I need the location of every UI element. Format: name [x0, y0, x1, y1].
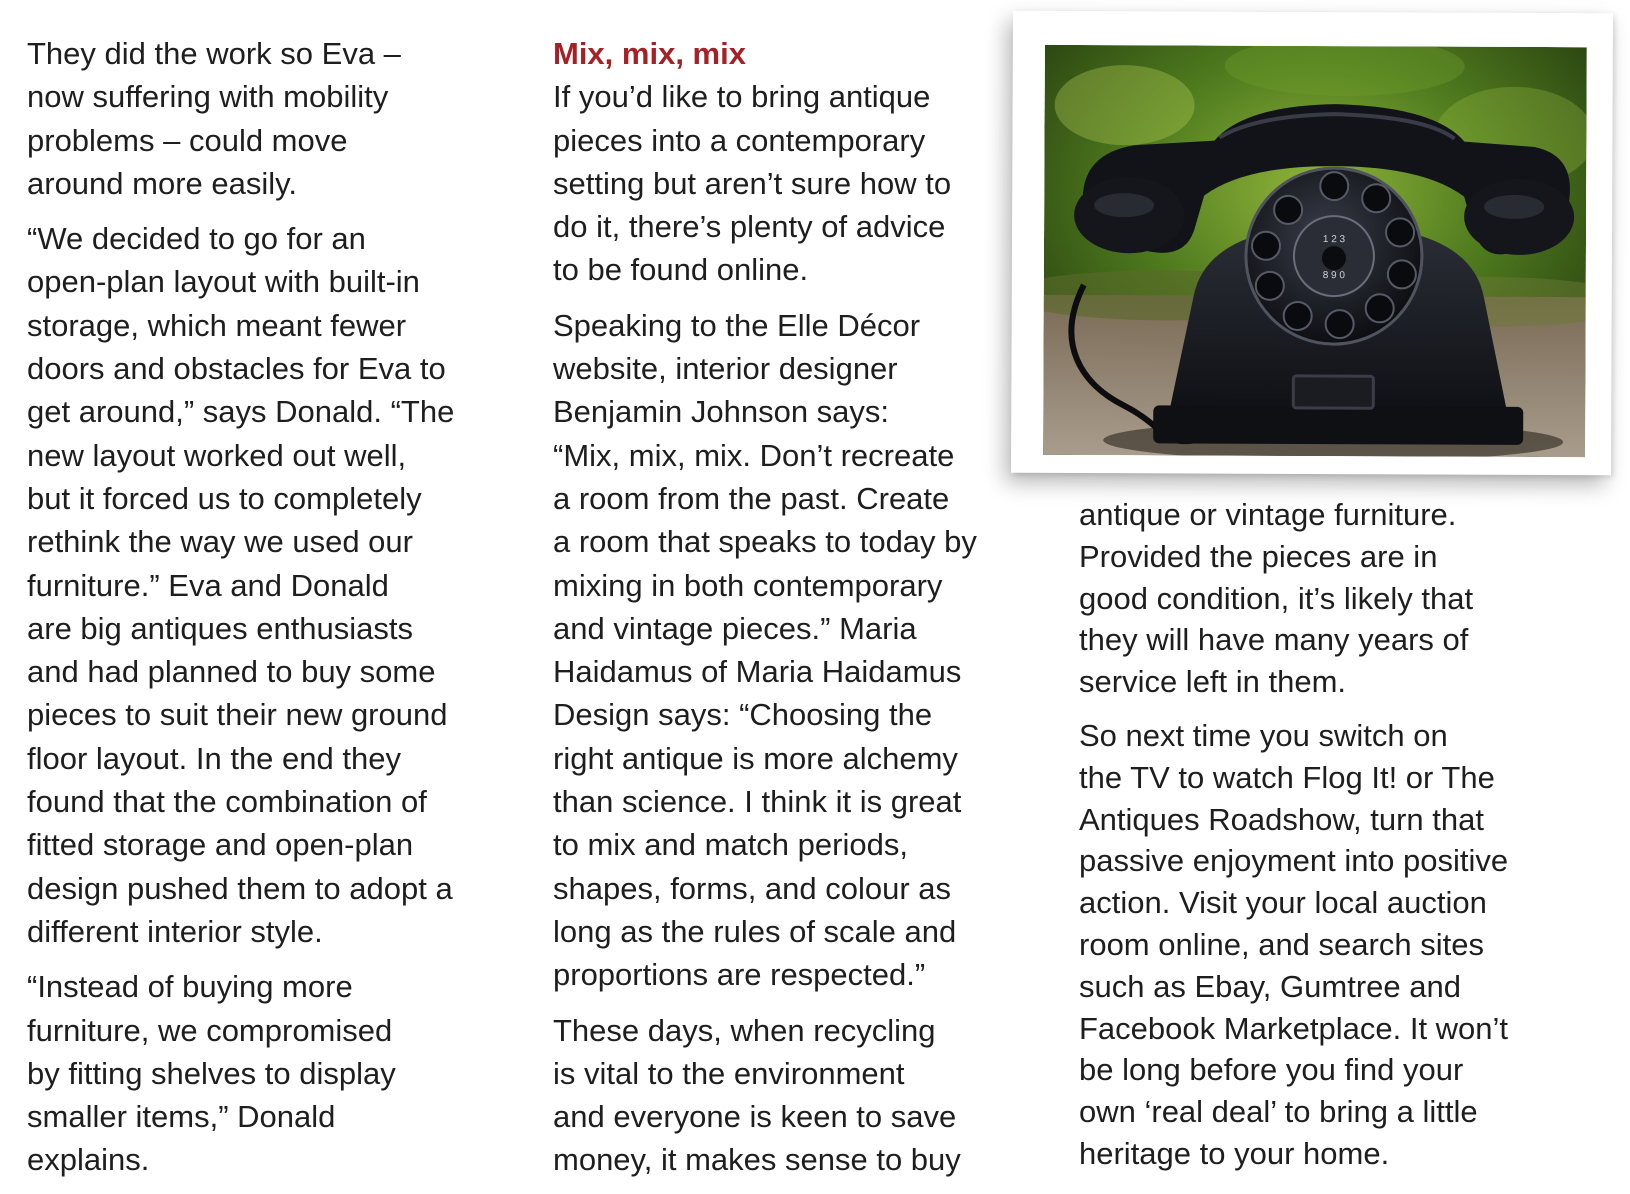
section-heading: Mix, mix, mix: [553, 36, 746, 71]
text-line: do it, there’s plenty of advice: [553, 209, 946, 245]
text-line: money, it makes sense to buy: [553, 1142, 961, 1178]
text-line: These days, when recycling: [553, 1012, 936, 1048]
text-line: now suffering with mobility: [27, 79, 389, 115]
text-line: design pushed them to adopt a: [27, 870, 453, 906]
text-line: such as Ebay, Gumtree and: [1079, 968, 1461, 1004]
text-line: They did the work so Eva –: [27, 36, 401, 71]
text-line: shapes, forms, and colour as: [553, 870, 952, 906]
text-line: Speaking to the Elle Décor: [553, 307, 921, 343]
text-line: and everyone is keen to save: [553, 1099, 957, 1135]
text-line: rethink the way we used our: [27, 524, 413, 560]
text-line: heritage to your home.: [1079, 1135, 1390, 1171]
text-line: pieces to suit their new ground: [27, 697, 448, 733]
article-column-3: [1079, 494, 1599, 1187]
text-line: furniture.” Eva and Donald: [27, 567, 389, 603]
text-line: open-plan layout with built-in: [27, 264, 420, 300]
text-line: Provided the pieces are in: [1079, 538, 1438, 574]
text-line: room online, and search sites: [1079, 926, 1484, 962]
text-line: is vital to the environment: [553, 1055, 905, 1091]
text-line: proportions are respected.”: [553, 957, 926, 993]
text-line: pieces into a contemporary: [553, 122, 926, 158]
text-line: and had planned to buy some: [27, 654, 436, 690]
text-line: mixing in both contemporary: [553, 567, 943, 603]
text-line: storage, which meant fewer: [27, 307, 407, 343]
text-line: Benjamin Johnson says:: [553, 394, 890, 430]
text-line: than science. I think it is great: [553, 784, 962, 820]
text-line: to mix and match periods,: [553, 827, 908, 863]
text-line: “Instead of buying more: [27, 969, 353, 1005]
paragraph: [27, 32, 497, 205]
text-line: Haidamus of Maria Haidamus: [553, 654, 962, 690]
text-line: a room from the past. Create: [553, 480, 950, 516]
text-line: setting but aren’t sure how to: [553, 165, 952, 201]
text-line: good condition, it’s likely that: [1079, 580, 1474, 616]
svg-text:8 9 0: 8 9 0: [1322, 270, 1346, 282]
text-line: and vintage pieces.” Maria: [553, 610, 917, 646]
text-line: Antiques Roadshow, turn that: [1079, 801, 1484, 837]
text-line: the TV to watch Flog It! or The: [1079, 759, 1495, 795]
text-line: a room that speaks to today by: [553, 524, 977, 560]
text-line: around more easily.: [27, 165, 297, 201]
telephone-illustration: [1043, 45, 1587, 457]
text-line: So next time you switch on: [1079, 717, 1448, 753]
text-line: are big antiques enthusiasts: [27, 610, 414, 646]
text-line: fitted storage and open-plan: [27, 827, 414, 863]
text-line: but it forced us to completely: [27, 480, 422, 516]
text-line: they will have many years of: [1079, 622, 1469, 658]
text-line: Design says: “Choosing the: [553, 697, 933, 733]
text-line: antique or vintage furniture.: [1079, 497, 1457, 532]
text-line: be long before you find your: [1079, 1052, 1464, 1088]
text-line: service left in them.: [1079, 664, 1347, 700]
text-line: right antique is more alchemy: [553, 740, 958, 776]
text-line: floor layout. In the end they: [27, 740, 401, 776]
text-line: own ‘real deal’ to bring a little: [1079, 1094, 1478, 1130]
text-line: doors and obstacles for Eva to: [27, 351, 446, 387]
article-column-2: [553, 32, 1033, 1194]
text-line: “Mix, mix, mix. Don’t recreate: [553, 437, 955, 473]
text-line: problems – could move: [27, 122, 348, 158]
paragraph: [27, 217, 497, 953]
column-2-body: [553, 75, 1033, 1181]
text-line: new layout worked out well,: [27, 437, 407, 473]
text-line: long as the rules of scale and: [553, 913, 957, 949]
photo-frame: [1011, 11, 1613, 476]
text-line: “We decided to go for an: [27, 221, 366, 257]
text-line: by fitting shelves to display: [27, 1055, 396, 1091]
text-line: explains.: [27, 1142, 150, 1178]
text-line: smaller items,” Donald: [27, 1099, 336, 1135]
text-line: website, interior designer: [553, 351, 898, 387]
text-line: different interior style.: [27, 913, 323, 949]
paragraph: [553, 75, 1033, 291]
paragraph: [1079, 494, 1599, 703]
paragraph: [553, 1009, 1033, 1182]
text-line: If you’d like to bring antique: [553, 79, 931, 115]
svg-text:1 2 3: 1 2 3: [1322, 234, 1346, 246]
paragraph: [1079, 715, 1599, 1175]
text-line: passive enjoyment into positive: [1079, 843, 1509, 879]
paragraph: [27, 965, 497, 1181]
text-line: to be found online.: [553, 252, 809, 288]
telephone-photo: [1043, 45, 1587, 457]
text-line: Facebook Marketplace. It won’t: [1079, 1010, 1509, 1046]
text-line: found that the combination of: [27, 784, 427, 820]
text-line: get around,” says Donald. “The: [27, 394, 455, 430]
article-column-1: [27, 32, 497, 1194]
text-line: action. Visit your local auction: [1079, 885, 1487, 921]
text-line: furniture, we compromised: [27, 1012, 393, 1048]
paragraph: [553, 304, 1033, 997]
